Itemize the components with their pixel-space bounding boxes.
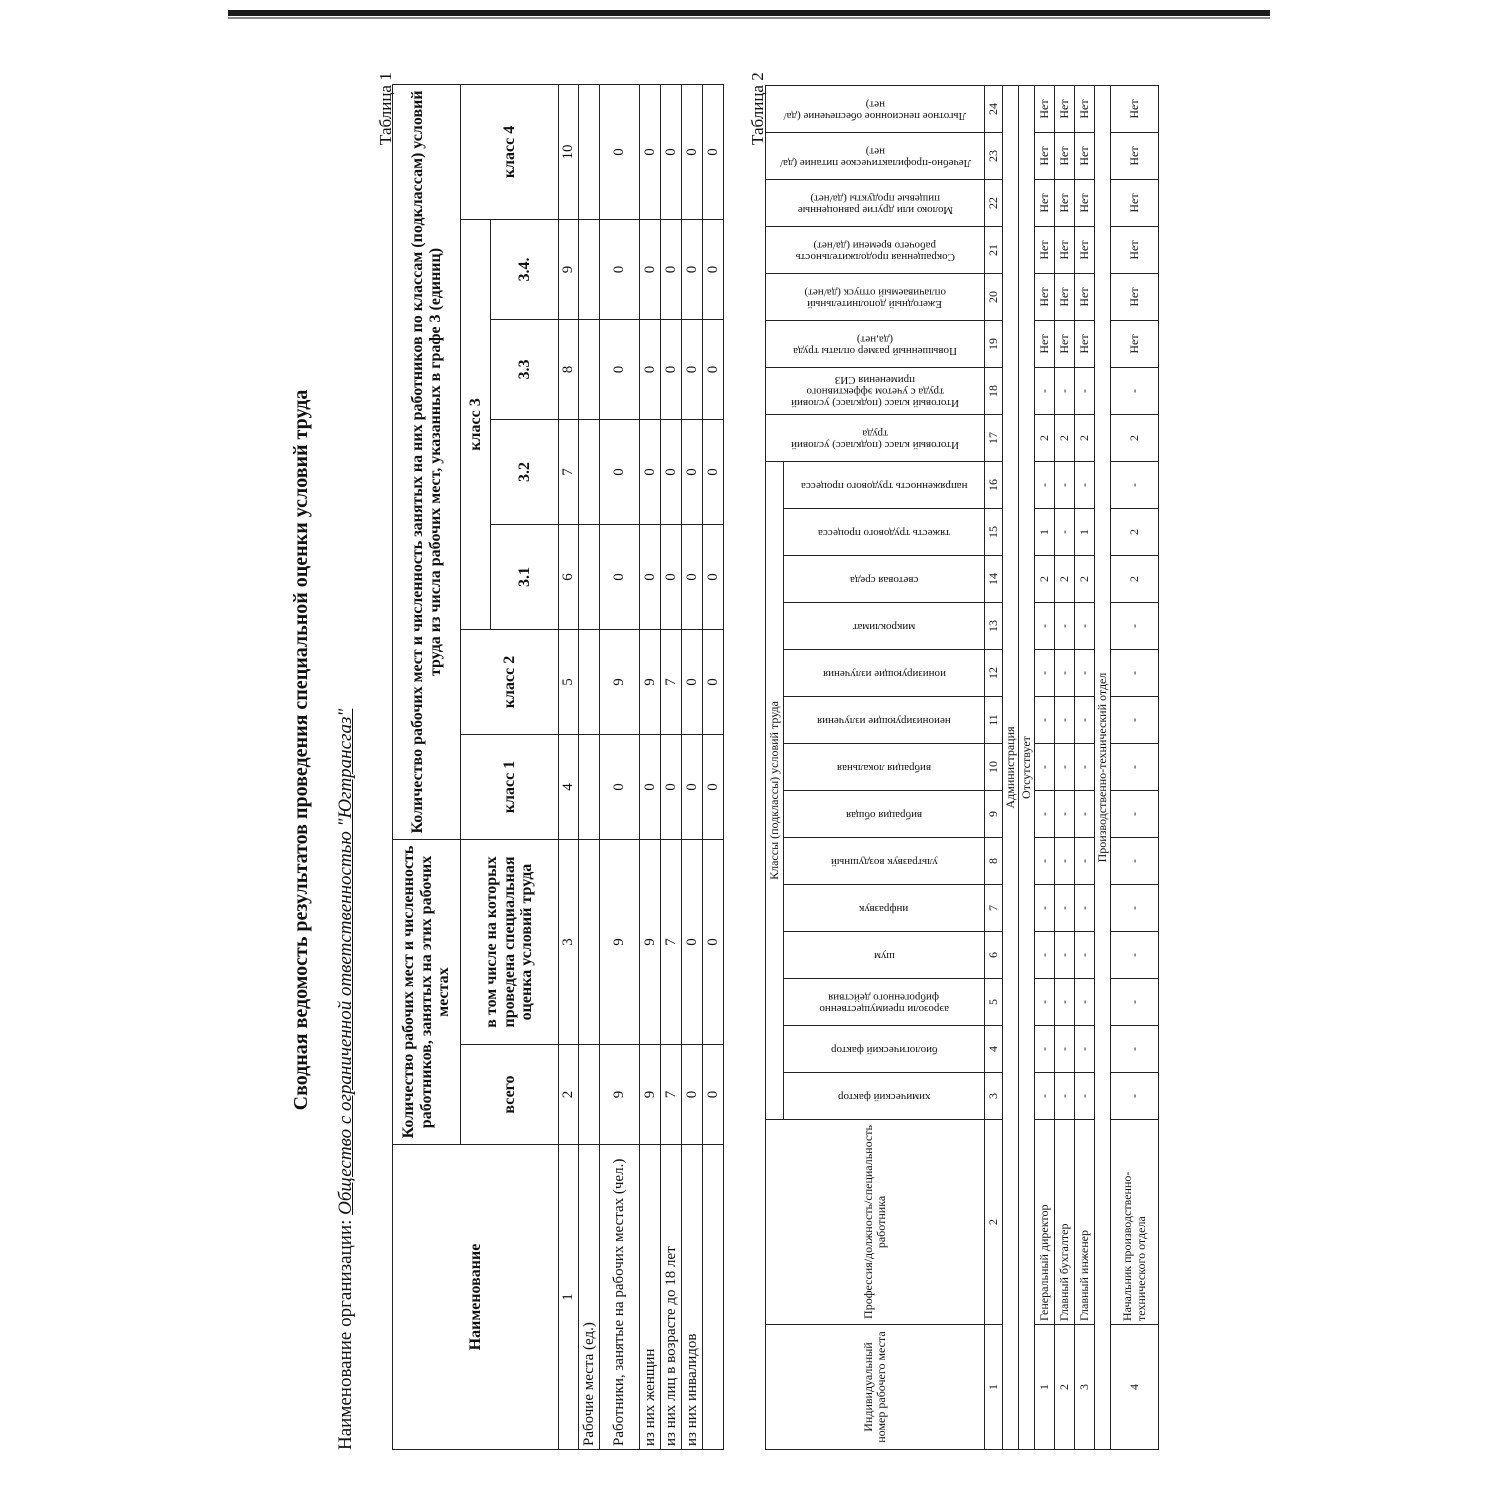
t2-row-id: 3 xyxy=(1075,1325,1095,1450)
t2-colnum: 6 xyxy=(985,932,1003,979)
t2-cell: - xyxy=(1035,650,1055,697)
t2-cell: 2 xyxy=(1075,415,1095,462)
t1-cell: 0 xyxy=(661,84,682,219)
t2-header-factor: микроклимат xyxy=(784,603,985,650)
t2-cell: Нет xyxy=(1035,133,1055,180)
t2-cell: 2 xyxy=(1035,556,1055,603)
t1-cell: 0 xyxy=(703,840,724,1045)
t2-cell: - xyxy=(1111,744,1159,791)
t2-cell: Нет xyxy=(1111,274,1159,321)
t1-cell: 0 xyxy=(661,420,682,525)
t2-colnum: 10 xyxy=(985,744,1003,791)
t2-cell: - xyxy=(1035,885,1055,932)
t2-cell: - xyxy=(1035,744,1055,791)
t2-header-factor: Сокращенная продолжительность рабочего времени (да/нет) xyxy=(766,227,985,274)
t2-header-factor: аэрозоли преимущественно фиброгенного действия xyxy=(784,979,985,1026)
org-name: Общество с ограниченной ответственностью "Югтрансгаз" xyxy=(335,708,356,1215)
t2-cell: Нет xyxy=(1111,321,1159,368)
t1-cell xyxy=(579,735,600,840)
t1-cell: 0 xyxy=(600,735,640,840)
t2-cell: - xyxy=(1111,838,1159,885)
t2-cell: - xyxy=(1055,650,1075,697)
t2-header-classes: Классы (подклассы) условий труда xyxy=(766,462,784,1120)
t1-header-32: 3.2 xyxy=(491,420,559,525)
t1-header-count: Количество рабочих мест и численность работников, занятых на этих рабочих местах xyxy=(393,840,461,1145)
t1-cell: 0 xyxy=(640,420,661,525)
t1-cell: 0 xyxy=(682,840,703,1045)
t1-cell: 9 xyxy=(640,840,661,1045)
t2-cell: Нет xyxy=(1111,133,1159,180)
t1-cell: 7 xyxy=(661,630,682,735)
t2-pto-body xyxy=(1111,86,1159,1450)
t2-header-factor: неионизирующие излучения xyxy=(784,697,985,744)
t2-cell: - xyxy=(1111,368,1159,415)
t2-cell: Нет xyxy=(1035,321,1055,368)
t2-cell: 2 xyxy=(1111,415,1159,462)
t1-header-33: 3.3 xyxy=(491,320,559,420)
t1-colnum: 10 xyxy=(559,84,579,219)
summary-table xyxy=(392,84,724,1450)
t2-row-prof: Главный бухгалтер xyxy=(1055,1120,1075,1325)
t2-cell: - xyxy=(1075,791,1095,838)
t2-cell: Нет xyxy=(1035,274,1055,321)
table-row xyxy=(682,84,703,1449)
t1-colnum: 9 xyxy=(559,220,579,320)
t1-cell: 0 xyxy=(640,320,661,420)
t2-cell: - xyxy=(1055,791,1075,838)
t2-colnum: 13 xyxy=(985,603,1003,650)
table-row xyxy=(1035,86,1055,1450)
t2-cell: Нет xyxy=(1055,133,1075,180)
t1-cell: 0 xyxy=(703,84,724,219)
t2-cell: Нет xyxy=(1035,180,1055,227)
t2-cell: - xyxy=(1075,885,1095,932)
t2-cell: - xyxy=(1055,932,1075,979)
t1-cell xyxy=(579,420,600,525)
table-row xyxy=(1111,86,1159,1450)
t2-header-factor: Молоко или другие равноценные пищевые продукты (да/нет) xyxy=(766,180,985,227)
t1-cell xyxy=(579,630,600,735)
t2-colnum: 9 xyxy=(985,791,1003,838)
t2-colnum: 8 xyxy=(985,838,1003,885)
organization-line xyxy=(335,709,357,1450)
t2-header-factor: тяжесть трудового процесса xyxy=(784,509,985,556)
t1-colnum: 7 xyxy=(559,420,579,525)
t1-cell: 7 xyxy=(661,1045,682,1145)
t2-cell: - xyxy=(1055,368,1075,415)
t2-cell: - xyxy=(1035,603,1055,650)
t2-cell: - xyxy=(1075,368,1095,415)
document-title: Сводная ведомость результатов проведения специальной оценки условий труда xyxy=(290,389,312,1111)
t2-cell: - xyxy=(1111,932,1159,979)
t2-header-factor: Ежегодный дополнительный оплачиваемый отпуск (да/нет) xyxy=(766,274,985,321)
t2-colnum: 21 xyxy=(985,227,1003,274)
t2-header-factor: Итоговый класс (подкласс) условий труда с учетом эффективного применения СИЗ xyxy=(766,368,985,415)
table-row xyxy=(1075,86,1095,1450)
t1-header-name: Наименование xyxy=(393,1145,559,1450)
t2-colnum: 16 xyxy=(985,462,1003,509)
t1-cell: 0 xyxy=(703,735,724,840)
t2-cell: 1 xyxy=(1075,509,1095,556)
t2-cell: Нет xyxy=(1055,227,1075,274)
t1-cell: 0 xyxy=(682,525,703,630)
t2-cell: - xyxy=(1035,697,1055,744)
t1-cell xyxy=(579,320,600,420)
t2-cell: Нет xyxy=(1111,180,1159,227)
t2-header-factor: ультразвук воздушный xyxy=(784,838,985,885)
t2-cell: - xyxy=(1111,650,1159,697)
t1-cell: 9 xyxy=(600,840,640,1045)
t2-cell: - xyxy=(1035,1073,1055,1120)
t2-cell: Нет xyxy=(1055,180,1075,227)
t1-cell xyxy=(579,840,600,1045)
t2-cell: - xyxy=(1111,603,1159,650)
t1-cell xyxy=(579,220,600,320)
t1-cell: 0 xyxy=(703,220,724,320)
workplace-table xyxy=(765,85,1159,1450)
t1-cell: 7 xyxy=(661,840,682,1045)
t2-cell: - xyxy=(1035,932,1055,979)
t1-cell: 0 xyxy=(703,320,724,420)
t2-cell: - xyxy=(1055,697,1075,744)
t2-row-prof: Начальник производственно-технического отдела xyxy=(1111,1120,1159,1325)
t1-header-class3: класс 3 xyxy=(461,220,491,630)
t2-cell: - xyxy=(1075,1026,1095,1073)
t2-cell: Нет xyxy=(1075,180,1095,227)
t1-cell: 0 xyxy=(703,420,724,525)
t1-cell: 0 xyxy=(600,84,640,219)
t2-cell: - xyxy=(1035,462,1055,509)
t2-cell: - xyxy=(1111,1026,1159,1073)
t2-cell: - xyxy=(1075,462,1095,509)
t1-cell: 0 xyxy=(600,220,640,320)
t1-cell: 0 xyxy=(661,525,682,630)
t1-header-34: 3.4. xyxy=(491,220,559,320)
t1-colnum: 1 xyxy=(559,1145,579,1450)
t2-colnum: 12 xyxy=(985,650,1003,697)
t2-colnum: 1 xyxy=(985,1325,1003,1450)
t2-header-prof: Профессия/должность/специальность работника xyxy=(766,1120,985,1325)
t2-row-prof: Генеральный директор xyxy=(1035,1120,1055,1325)
t2-cell: 2 xyxy=(1055,556,1075,603)
t1-colnum: 2 xyxy=(559,1045,579,1145)
t2-colnum: 19 xyxy=(985,321,1003,368)
table-row xyxy=(703,84,724,1449)
t2-colnum: 24 xyxy=(985,86,1003,133)
org-label: Наименование организации: xyxy=(335,1214,356,1450)
t2-colnum: 17 xyxy=(985,415,1003,462)
table-row xyxy=(579,84,600,1449)
t2-cell: 1 xyxy=(1035,509,1055,556)
t1-cell: 9 xyxy=(600,630,640,735)
t1-cell: 0 xyxy=(703,525,724,630)
t2-cell: 2 xyxy=(1111,509,1159,556)
t2-header-factor: химический фактор xyxy=(784,1073,985,1120)
t1-header-class1: класс 1 xyxy=(461,735,559,840)
t2-cell: Нет xyxy=(1035,227,1055,274)
t1-colnum: 8 xyxy=(559,320,579,420)
t2-cell: - xyxy=(1111,1073,1159,1120)
t1-colnum: 3 xyxy=(559,840,579,1045)
t1-cell: 0 xyxy=(600,420,640,525)
t2-header-factor: Повышенный размер оплаты труда (да,нет) xyxy=(766,321,985,368)
t1-cell: 9 xyxy=(640,630,661,735)
t2-header-factor: Итоговый класс (подкласс) условий труда xyxy=(766,415,985,462)
t1-row-name xyxy=(703,1145,724,1450)
t2-cell: Нет xyxy=(1075,86,1095,133)
t2-colnum: 18 xyxy=(985,368,1003,415)
t2-header-factor: биологический фактор xyxy=(784,1026,985,1073)
t2-cell: - xyxy=(1055,979,1075,1026)
t1-row-name: из них инвалидов xyxy=(682,1145,703,1450)
t1-header-total: всего xyxy=(461,1045,559,1145)
t1-row-name: Работники, занятые на рабочих местах (чел.) xyxy=(600,1145,640,1450)
t2-cell: - xyxy=(1035,791,1055,838)
t2-cell: - xyxy=(1035,1026,1055,1073)
t1-header-class2: класс 2 xyxy=(461,630,559,735)
t2-colnum: 15 xyxy=(985,509,1003,556)
t1-cell: 0 xyxy=(600,320,640,420)
t2-header-factor: Льготное пенсионное обеспечение (да/нет) xyxy=(766,86,985,133)
t2-cell: - xyxy=(1055,1026,1075,1073)
table2-label: Таблица 2 xyxy=(748,72,767,145)
t2-colnum: 11 xyxy=(985,697,1003,744)
t2-header-factor: Лечебно-профилактическое питание (да/нет) xyxy=(766,133,985,180)
t2-colnums-row xyxy=(985,86,1003,1450)
t2-header-factor: напряженность трудового процесса xyxy=(784,462,985,509)
t2-cell: Нет xyxy=(1055,274,1075,321)
t2-cell: - xyxy=(1035,368,1055,415)
t2-colnum: 7 xyxy=(985,885,1003,932)
t1-row-name: из них женщин xyxy=(640,1145,661,1450)
t2-colnum: 23 xyxy=(985,133,1003,180)
t1-cell: 0 xyxy=(600,525,640,630)
t1-cell: 0 xyxy=(682,320,703,420)
t2-cell: - xyxy=(1111,791,1159,838)
t2-cell: - xyxy=(1075,697,1095,744)
t2-cell: Нет xyxy=(1075,227,1095,274)
t2-cell: - xyxy=(1075,650,1095,697)
t1-cell: 9 xyxy=(600,1045,640,1145)
t2-header-id: Индивидуальный номер рабочего места xyxy=(766,1325,985,1450)
t2-cell: - xyxy=(1035,838,1055,885)
t1-cell: 0 xyxy=(682,220,703,320)
t2-cell: Нет xyxy=(1055,321,1075,368)
t2-cell: - xyxy=(1111,462,1159,509)
t1-cell xyxy=(579,525,600,630)
t2-row-id: 1 xyxy=(1035,1325,1055,1450)
t2-cell: - xyxy=(1055,744,1075,791)
t2-cell: 2 xyxy=(1055,415,1075,462)
t1-cell: 0 xyxy=(682,1045,703,1145)
t1-body xyxy=(579,84,724,1449)
t2-cell: - xyxy=(1075,932,1095,979)
t1-cell: 0 xyxy=(682,420,703,525)
t2-cell: Нет xyxy=(1075,274,1095,321)
t1-header-classes: Количество рабочих мест и численность занятых на них работников по классам (подклассам) условий труда из числа рабочих мест, указанных в графе 3 (единиц) xyxy=(393,84,461,839)
t2-cell: - xyxy=(1075,744,1095,791)
t1-row-name: Рабочие места (ед.) xyxy=(579,1145,600,1450)
t2-cell: - xyxy=(1111,697,1159,744)
t2-cell: - xyxy=(1111,979,1159,1026)
table-row xyxy=(600,84,640,1449)
t2-cell: 2 xyxy=(1035,415,1055,462)
t1-header-incl: в том числе на которых проведена специальная оценка условий труда xyxy=(461,840,559,1045)
t2-admin-body xyxy=(1035,86,1095,1450)
t2-colnum: 22 xyxy=(985,180,1003,227)
t2-cell: - xyxy=(1035,979,1055,1026)
t2-header-factor: световая среда xyxy=(784,556,985,603)
t2-colnum: 20 xyxy=(985,274,1003,321)
t2-colnum: 5 xyxy=(985,979,1003,1026)
t2-header-factor: вибрация локальная xyxy=(784,744,985,791)
t1-cell: 0 xyxy=(640,525,661,630)
t2-cell: 2 xyxy=(1075,556,1095,603)
t1-colnum: 5 xyxy=(559,630,579,735)
t1-colnum: 6 xyxy=(559,525,579,630)
t1-cell: 0 xyxy=(640,735,661,840)
t1-cell: 0 xyxy=(682,84,703,219)
t1-cell xyxy=(579,84,600,219)
t2-cell: Нет xyxy=(1035,86,1055,133)
t2-cell: - xyxy=(1075,838,1095,885)
t2-colnum: 2 xyxy=(985,1120,1003,1325)
t2-cell: - xyxy=(1055,462,1075,509)
table1-label: Таблица 1 xyxy=(376,72,395,145)
t2-cell: - xyxy=(1075,1073,1095,1120)
t2-colnum: 14 xyxy=(985,556,1003,603)
t2-cell: - xyxy=(1111,885,1159,932)
t1-cell: 0 xyxy=(703,630,724,735)
t2-header-factor: ионизирующие излучения xyxy=(784,650,985,697)
t1-cell: 9 xyxy=(640,1045,661,1145)
t2-cell: Нет xyxy=(1111,227,1159,274)
t2-cell: - xyxy=(1055,1073,1075,1120)
t2-cell: - xyxy=(1075,603,1095,650)
t2-section-absent: Отсутствует xyxy=(1019,86,1035,1450)
t1-cell: 0 xyxy=(703,1045,724,1145)
t2-cell: 2 xyxy=(1111,556,1159,603)
t1-cell xyxy=(579,1045,600,1145)
t2-cell: Нет xyxy=(1055,86,1075,133)
t1-header-31: 3.1 xyxy=(491,525,559,630)
table-row xyxy=(640,84,661,1449)
t1-cell: 0 xyxy=(661,320,682,420)
t2-cell: Нет xyxy=(1075,133,1095,180)
t1-header-class4: класс 4 xyxy=(461,84,559,219)
t1-cell: 0 xyxy=(661,735,682,840)
t2-row-prof: Главный инженер xyxy=(1075,1120,1095,1325)
t1-cell: 0 xyxy=(682,630,703,735)
table-row xyxy=(661,84,682,1449)
t1-colnum: 4 xyxy=(559,735,579,840)
t2-section-pto: Производственно-технический отдел xyxy=(1095,86,1111,1450)
t2-row-id: 2 xyxy=(1055,1325,1075,1450)
t2-cell: Нет xyxy=(1075,321,1095,368)
t2-cell: - xyxy=(1055,509,1075,556)
t1-cell: 0 xyxy=(640,84,661,219)
t2-cell: - xyxy=(1055,603,1075,650)
t2-cell: Нет xyxy=(1111,86,1159,133)
t2-colnum: 4 xyxy=(985,1026,1003,1073)
t1-cell: 0 xyxy=(640,220,661,320)
t2-header-factor: вибрация общая xyxy=(784,791,985,838)
t2-cell: - xyxy=(1075,979,1095,1026)
t1-cell: 0 xyxy=(682,735,703,840)
table-row xyxy=(1055,86,1075,1450)
t2-header-factor: инфразвук xyxy=(784,885,985,932)
t1-cell: 0 xyxy=(661,220,682,320)
t2-colnum: 3 xyxy=(985,1073,1003,1120)
t2-cell: - xyxy=(1055,885,1075,932)
t2-cell: - xyxy=(1055,838,1075,885)
t2-section-admin: Администрация xyxy=(1003,86,1019,1450)
t2-row-id: 4 xyxy=(1111,1325,1159,1450)
t1-row-name: из них лиц в возрасте до 18 лет xyxy=(661,1145,682,1450)
t2-header-factor: шум xyxy=(784,932,985,979)
